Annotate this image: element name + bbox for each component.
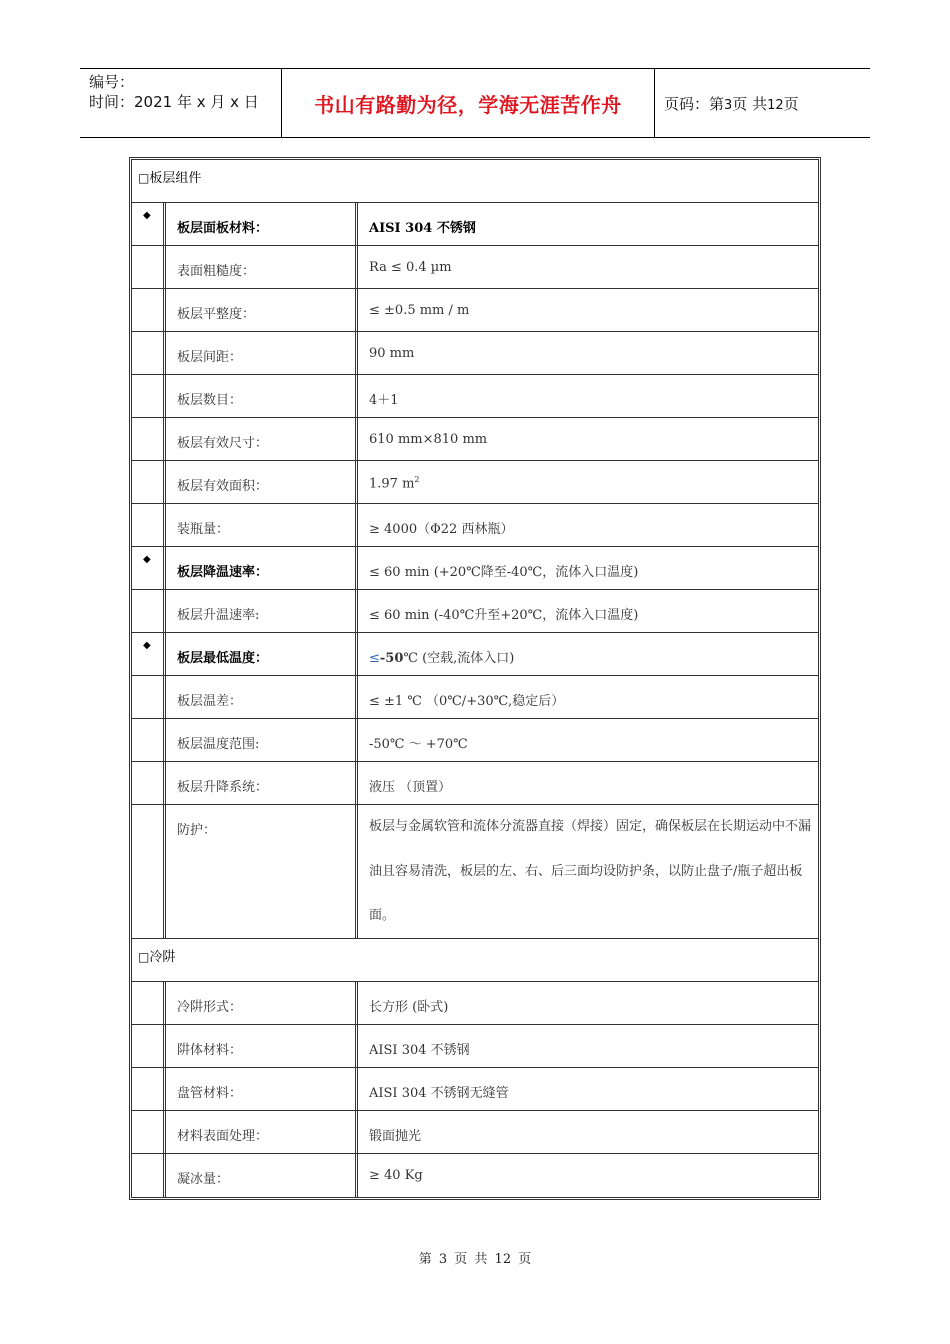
- header-page-cell: [654, 69, 870, 137]
- bullet-cell: [132, 289, 166, 331]
- spec-table: [129, 157, 821, 1200]
- spec-value: [369, 690, 564, 709]
- spec-value: [369, 389, 399, 408]
- value-cell: [361, 246, 818, 288]
- bullet-cell: [132, 1025, 166, 1067]
- header-motto-cell: [281, 69, 655, 137]
- value-text: ≤ ±0.5 mm / m: [369, 303, 470, 318]
- value-text: Ra ≤ 0.4 µm: [369, 260, 452, 275]
- value-text: ≤ ±1 ℃ （0℃/+30℃,稳定后）: [369, 694, 565, 709]
- label-cell: [169, 504, 358, 546]
- bullet-cell: [132, 805, 166, 938]
- value-cell: [361, 547, 818, 589]
- bullet-cell: [132, 676, 166, 718]
- spec-row: [132, 676, 818, 719]
- value-cell: [361, 375, 818, 417]
- bullet-cell: [132, 504, 166, 546]
- spec-row: [132, 719, 818, 762]
- spec-row: [132, 805, 818, 939]
- document-number-label: 编号：: [89, 73, 135, 91]
- spec-value: [369, 647, 514, 666]
- value-cell: [361, 676, 818, 718]
- diamond-bullet-icon: ◆: [143, 640, 151, 651]
- spec-label: 表面粗糙度：: [177, 264, 256, 279]
- label-cell: [169, 203, 358, 245]
- spec-label: 装瓶量：: [177, 522, 230, 537]
- bullet-cell: [132, 762, 166, 804]
- spec-value: [369, 1125, 421, 1144]
- value-text: ≤ 60 min (-40℃升至+20℃，流体入口温度): [369, 608, 639, 623]
- value-text: 液压 （顶置）: [369, 780, 452, 795]
- value-bold-part: -50: [379, 651, 404, 666]
- page-mid: 页 共: [732, 95, 768, 113]
- value-cell: [361, 1154, 818, 1197]
- spec-label: 板层温度范围:: [177, 737, 260, 752]
- diamond-bullet-icon: ◆: [143, 554, 151, 565]
- spec-label: 盘管材料：: [177, 1086, 243, 1101]
- page-current: 3: [724, 98, 733, 113]
- spec-row: [132, 203, 818, 246]
- value-cell: [361, 289, 818, 331]
- label-cell: [169, 1154, 358, 1197]
- spec-label: 材料表面处理：: [177, 1129, 269, 1144]
- spec-label: 板层面板材料：: [177, 221, 269, 236]
- value-text: 1.97 m: [369, 476, 415, 492]
- value-superscript: 2: [414, 475, 420, 484]
- value-text: ≥ 4000（Φ22 西林瓶）: [369, 522, 514, 537]
- spec-row: [132, 375, 818, 418]
- spec-label: 板层有效尺寸：: [177, 436, 269, 451]
- document-header: [80, 68, 870, 138]
- value-cell: [361, 762, 818, 804]
- spec-label: 板层降温速率：: [177, 565, 269, 580]
- spec-value: [369, 346, 414, 361]
- label-cell: [169, 289, 358, 331]
- label-cell: [169, 1068, 358, 1110]
- document-date-label: 时间：2021 年 x 月 x 日: [89, 93, 259, 111]
- value-cell: [361, 805, 818, 938]
- spec-value: [369, 260, 452, 275]
- spec-value: [369, 604, 638, 623]
- label-cell: [169, 332, 358, 374]
- label-cell: [169, 418, 358, 460]
- label-cell: [169, 719, 358, 761]
- spec-value: [369, 1168, 423, 1183]
- value-text: 锻面抛光: [369, 1129, 422, 1144]
- spec-label: 板层温差：: [177, 694, 243, 709]
- diamond-bullet-icon: ◆: [143, 210, 151, 221]
- spec-row: [132, 1154, 818, 1197]
- bullet-cell: [132, 332, 166, 374]
- spec-value: [369, 561, 638, 580]
- spec-label: 凝冰量：: [177, 1172, 230, 1187]
- label-cell: [169, 1025, 358, 1067]
- bullet-cell: [132, 375, 166, 417]
- spec-row: [132, 1111, 818, 1154]
- value-cell: [361, 332, 818, 374]
- label-cell: [169, 982, 358, 1024]
- section-header-row: [132, 160, 818, 203]
- value-text: 长方形 (卧式): [369, 1000, 449, 1015]
- page-suffix: 页: [783, 95, 799, 113]
- bullet-cell: [132, 719, 166, 761]
- spec-value: [369, 1082, 509, 1101]
- bullet-cell: [132, 418, 166, 460]
- spec-row: [132, 590, 818, 633]
- spec-value: [369, 1039, 470, 1058]
- spec-value: [369, 432, 487, 447]
- spec-label: 板层升温速率:: [177, 608, 260, 623]
- bullet-cell: [132, 982, 166, 1024]
- value-text: 4＋1: [369, 393, 399, 408]
- value-rest: ℃ (空载,流体入口): [403, 651, 515, 666]
- value-text: AISI 304 不锈钢: [369, 221, 476, 236]
- spec-row: [132, 1068, 818, 1111]
- spec-label: 板层最低温度：: [177, 651, 269, 666]
- spec-row: [132, 762, 818, 805]
- checkbox-square-icon: □: [138, 171, 150, 185]
- spec-label: 板层升降系统：: [177, 780, 269, 795]
- label-cell: [169, 762, 358, 804]
- section-title-text: 板层组件: [149, 171, 202, 186]
- value-cell: [361, 590, 818, 632]
- bullet-cell: [132, 633, 166, 675]
- spec-row: [132, 418, 818, 461]
- spec-value: [369, 776, 451, 795]
- spec-row: [132, 982, 818, 1025]
- bullet-cell: [132, 1068, 166, 1110]
- value-cell: [361, 633, 818, 675]
- section-title-text: 冷阱: [149, 950, 176, 965]
- value-cell: [361, 203, 818, 245]
- label-cell: [169, 590, 358, 632]
- value-cell: [361, 1111, 818, 1153]
- value-cell: [361, 418, 818, 460]
- spec-row: [132, 633, 818, 676]
- bullet-cell: [132, 461, 166, 503]
- spec-label: 防护：: [177, 823, 217, 838]
- section-header-row: [132, 939, 818, 982]
- label-cell: [169, 461, 358, 503]
- value-text: ≥ 40 Kg: [369, 1168, 423, 1183]
- value-cell: [361, 461, 818, 503]
- spec-value: [369, 303, 469, 318]
- value-cell: [361, 1068, 818, 1110]
- header-page-number: [664, 93, 799, 114]
- value-text: 板层与金属软管和流体分流器直接（焊接）固定，确保板层在长期运动中不漏油且容易清洗，板层的左、右、后三面均设防护条，以防止盘子/瓶子超出板面。: [369, 819, 812, 923]
- bullet-cell: [132, 203, 166, 245]
- value-text: 610 mm×810 mm: [369, 432, 488, 447]
- value-text: 90 mm: [369, 346, 415, 361]
- spec-row: [132, 332, 818, 375]
- spec-label: 板层平整度：: [177, 307, 256, 322]
- value-text: -50℃ ～ +70℃: [369, 737, 468, 752]
- page-total: 12: [767, 98, 784, 113]
- value-cell: [361, 1025, 818, 1067]
- spec-label: 板层间距：: [177, 350, 243, 365]
- label-cell: [169, 246, 358, 288]
- spec-value: [369, 805, 814, 939]
- value-prefix: ≤: [369, 651, 380, 666]
- label-cell: [169, 547, 358, 589]
- bullet-cell: [132, 1111, 166, 1153]
- page-footer: 第 3 页 共 12 页: [418, 1252, 532, 1267]
- value-text: AISI 304 不锈钢: [369, 1043, 470, 1058]
- value-cell: [361, 504, 818, 546]
- section-title: [138, 946, 175, 965]
- spec-row: [132, 504, 818, 547]
- label-cell: [169, 805, 358, 938]
- label-cell: [169, 375, 358, 417]
- spec-label: 板层数目：: [177, 393, 243, 408]
- bullet-cell: [132, 547, 166, 589]
- spec-row: [132, 289, 818, 332]
- spec-value: [369, 996, 448, 1015]
- spec-value: [369, 217, 476, 236]
- value-text: AISI 304 不锈钢无缝管: [369, 1086, 509, 1101]
- spec-label: 板层有效面积：: [177, 479, 269, 494]
- section-title: [138, 167, 201, 186]
- checkbox-square-icon: □: [138, 950, 150, 964]
- value-text: ≤ 60 min (+20℃降至-40℃，流体入口温度): [369, 565, 639, 580]
- spec-value: [369, 733, 468, 752]
- page-prefix: 页码：第: [664, 95, 725, 113]
- spec-label: 阱体材料：: [177, 1043, 243, 1058]
- spec-label: 冷阱形式：: [177, 1000, 243, 1015]
- header-motto: 书山有路勤为径，学海无涯苦作舟: [314, 93, 622, 117]
- bullet-cell: [132, 590, 166, 632]
- bullet-cell: [132, 1154, 166, 1197]
- label-cell: [169, 633, 358, 675]
- spec-row: [132, 1025, 818, 1068]
- label-cell: [169, 676, 358, 718]
- header-meta: [80, 69, 280, 137]
- value-cell: [361, 719, 818, 761]
- spec-value: [369, 518, 513, 537]
- spec-row: [132, 461, 818, 504]
- spec-row: [132, 547, 818, 590]
- value-cell: [361, 982, 818, 1024]
- bullet-cell: [132, 246, 166, 288]
- spec-value: [369, 475, 420, 491]
- label-cell: [169, 1111, 358, 1153]
- spec-row: [132, 246, 818, 289]
